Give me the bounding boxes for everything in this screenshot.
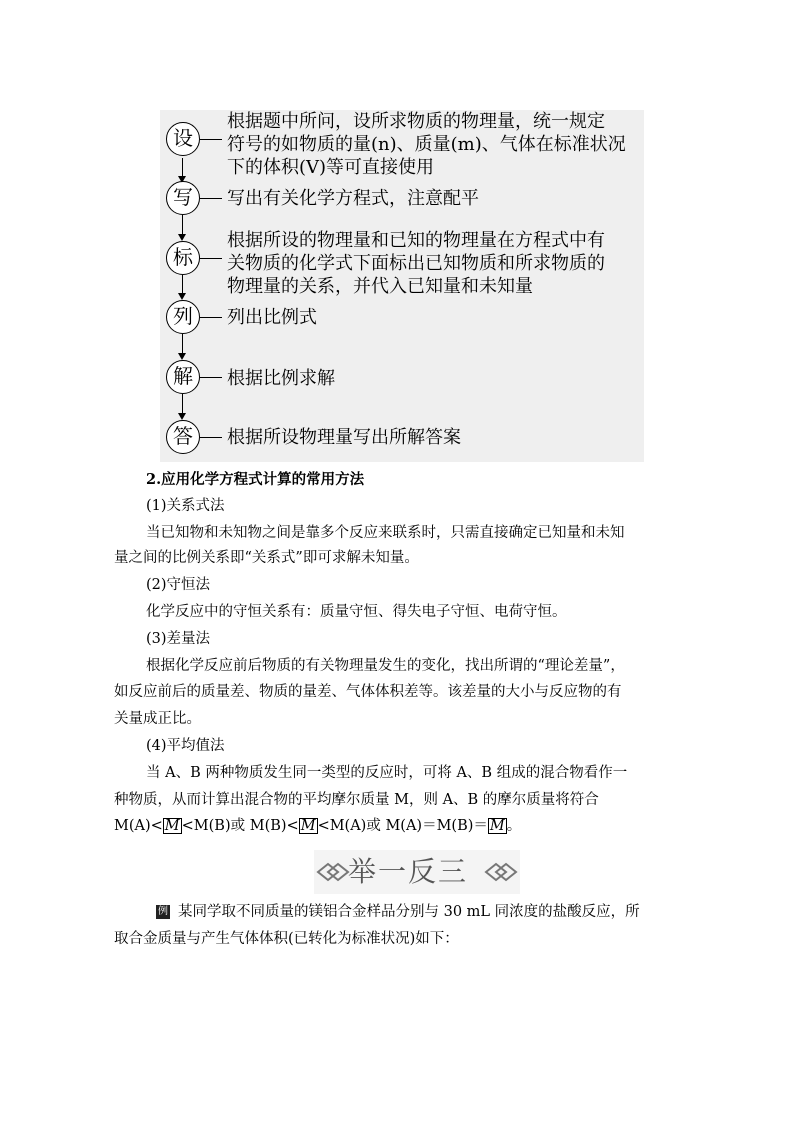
example-line — [156, 900, 640, 924]
step-connector — [200, 437, 222, 438]
desc-line: 根据比例求解 — [227, 368, 335, 389]
formula-part: M(A)< — [114, 818, 163, 834]
paragraph-line: 化学反应中的守恒关系有：质量守恒、得失电子守恒、电荷守恒。 — [146, 604, 567, 620]
step-set-desc — [227, 110, 626, 179]
arrow-down-icon — [178, 353, 186, 360]
arrow-down-icon — [178, 293, 186, 300]
step-connector — [200, 377, 222, 378]
example-icon: 例 — [158, 906, 168, 917]
step-connector — [200, 317, 222, 318]
connector-line — [182, 275, 183, 295]
method-2-title: (2)守恒法 — [146, 577, 211, 593]
step-write-desc — [227, 187, 479, 210]
paragraph-line: 当已知物和未知物之间是靠多个反应来联系时，只需直接确定已知量和未知 — [146, 525, 625, 541]
paragraph-line: 根据化学反应前后物质的有关物理量发生的变化，找出所谓的“理论差量”， — [146, 658, 625, 674]
desc-line: 物理量的关系，并代入已知量和未知量 — [227, 276, 533, 297]
connector-line — [182, 394, 183, 415]
step-connector — [200, 198, 222, 199]
arrow-down-icon — [178, 234, 186, 241]
mean-molar-mass-box: M — [300, 818, 316, 834]
formula-part: 。 — [506, 818, 522, 834]
desc-line: 根据题中所问，设所求物质的物理量，统一规定 — [227, 111, 605, 132]
paragraph-line: 如反应前后的质量差、物质的量差、气体体积差等。该差量的大小与反应物的有 — [114, 684, 622, 700]
step-solve-desc — [227, 367, 335, 390]
desc-line: 写出有关化学方程式，注意配平 — [227, 188, 479, 209]
desc-line: 列出比例式 — [227, 307, 317, 328]
step-mark-circle: 标 — [166, 241, 200, 275]
desc-line: 符号的如物质的量(n)、质量(m)、气体在标准状况 — [227, 134, 626, 155]
step-list-circle: 列 — [166, 300, 200, 334]
step-connector — [200, 258, 222, 259]
step-connector — [200, 139, 222, 140]
step-set-circle: 设 — [166, 122, 200, 156]
method-1-title: (1)关系式法 — [146, 498, 225, 514]
desc-line: 根据所设物理量写出所解答案 — [227, 427, 461, 448]
method-4-title: (4)平均值法 — [146, 738, 225, 754]
example-line: 取合金质量与产生气体体积(已转化为标准状况)如下： — [114, 931, 459, 947]
step-mark-desc — [227, 229, 605, 298]
section-heading: 2.应用化学方程式计算的常用方法 — [146, 471, 365, 488]
desc-line: 下的体积(V)等可直接使用 — [227, 157, 435, 178]
desc-line: 根据所设的物理量和已知的物理量在方程式中有 — [227, 230, 605, 251]
example-text: 某同学取不同质量的镁铝合金样品分别与 30 mL 同浓度的盐酸反应，所 — [178, 904, 640, 920]
paragraph-line: 量之间的比例关系即“关系式”即可求解未知量。 — [114, 550, 419, 566]
method-3-title: (3)差量法 — [146, 631, 211, 647]
step-answer-desc — [227, 426, 461, 449]
paragraph-line: 种物质，从而计算出混合物的平均摩尔质量 M，则 A、B 的摩尔质量将符合 — [114, 792, 599, 808]
banner-title: 举一反三 — [347, 855, 468, 888]
mean-molar-mass-box: M — [489, 818, 505, 834]
mean-molar-mass-box: M — [164, 818, 180, 834]
formula-part: <M(A)或 M(A)＝M(B)＝ — [317, 818, 488, 834]
formula-line — [114, 814, 521, 838]
paragraph-line: 关量成正比。 — [114, 711, 201, 727]
step-answer-circle: 答 — [166, 420, 200, 454]
step-list-desc — [227, 306, 317, 329]
arrow-down-icon — [178, 413, 186, 420]
paragraph-line: 当 A、B 两种物质发生同一类型的反应时，可将 A、B 组成的混合物看作一 — [146, 765, 628, 781]
formula-part: <M(B)或 M(B)< — [181, 818, 299, 834]
desc-line: 关物质的化学式下面标出已知物质和所求物质的 — [227, 253, 605, 274]
step-write-circle: 写 — [166, 181, 200, 215]
connector-line — [182, 334, 183, 355]
step-solve-circle: 解 — [166, 360, 200, 394]
